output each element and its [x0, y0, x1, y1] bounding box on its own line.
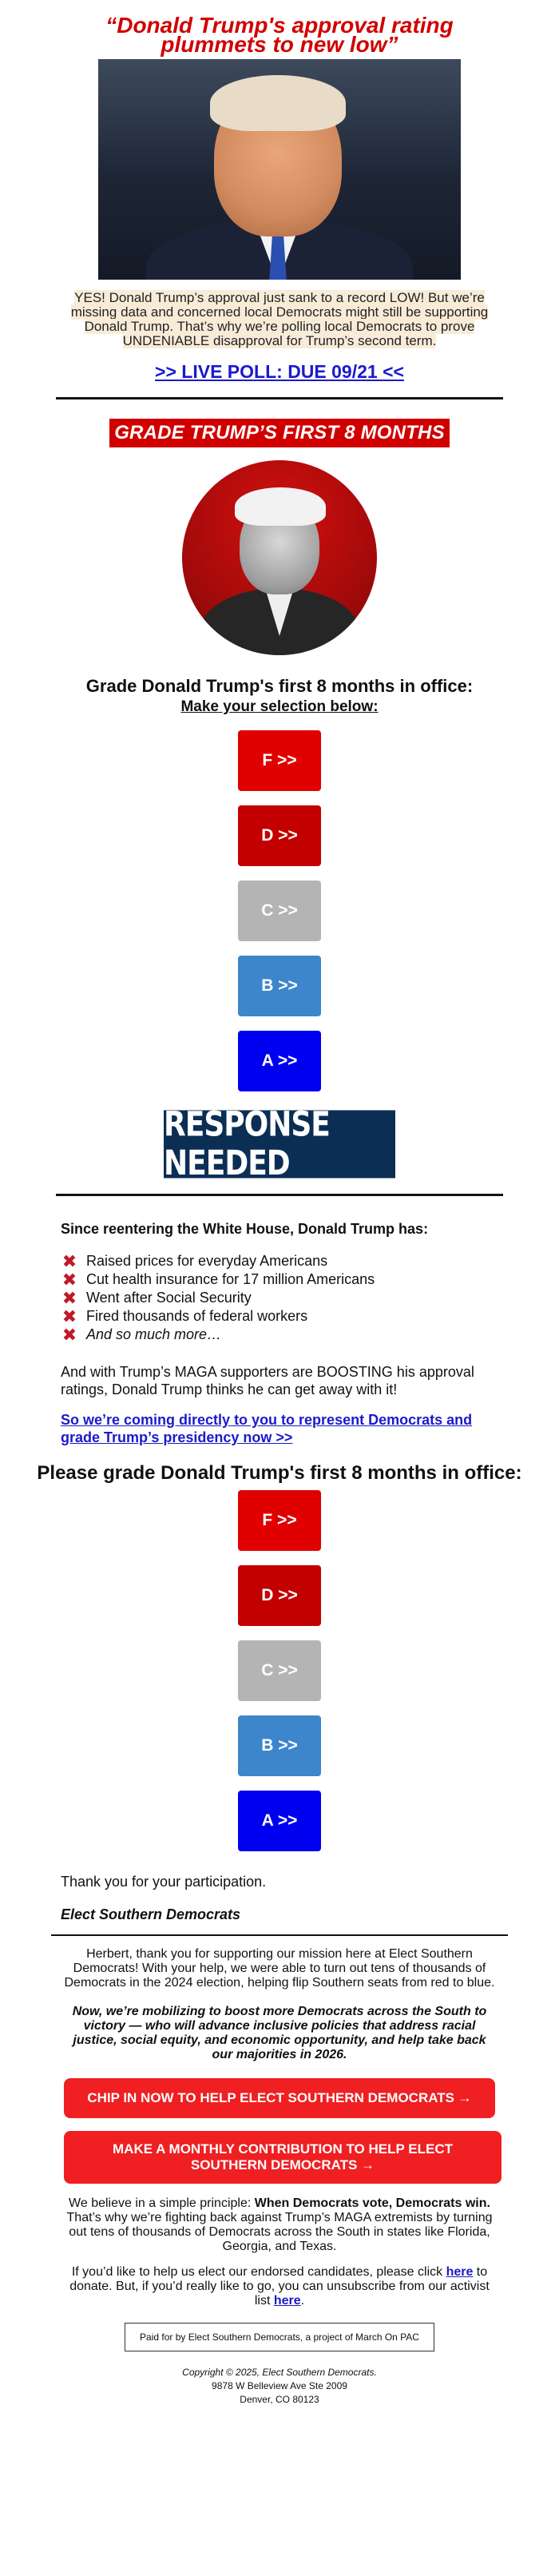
address-line-1: 9878 W Belleview Ave Ste 2009 [212, 2380, 347, 2391]
divider-2 [56, 1194, 503, 1196]
intro-highlight: YES! Donald Trump’s approval just sank to a record LOW! But we’re missing data and concerned local Democrats might still be supporting Donald Trump. That’s why we’re polling local Democrats to prove UNDENIABLE disapproval for Trump’s second term. [70, 290, 489, 348]
list-item [61, 1326, 498, 1344]
question-title: Grade Donald Trump's first 8 months in office: [85, 676, 474, 696]
harm-text: And so much more… [86, 1326, 222, 1342]
x-mark-icon: ✖ [61, 1270, 77, 1290]
copyright: Copyright © 2025, Elect Southern Democrats. [182, 2367, 377, 2378]
footer-thank-you: Herbert, thank you for supporting our mission here at Elect Southern Democrats! With your help, we were able to turn out tens of thousands of Democrats in the 2024 election, helping flip Southern seats from red to blue. [64, 1947, 495, 1990]
paid-for-box: Paid for by Elect Southern Democrats, a project of March On PAC [125, 2323, 434, 2351]
photo-hair [210, 75, 346, 131]
grade-a-button[interactable]: A >> [238, 1791, 321, 1851]
list-item [61, 1307, 498, 1326]
help-text-b: to donate. But, if you’d really like to go, you can unsubscribe from our activist list [69, 2265, 490, 2308]
chip-in-button[interactable]: CHIP IN NOW TO HELP ELECT SOUTHERN DEMOCRATS → [64, 2078, 495, 2118]
grade-b-button[interactable]: B >> [238, 956, 321, 1016]
headline: “Donald Trump's approval rating plummets to new low” [105, 13, 454, 57]
footer-divider [51, 1934, 508, 1936]
intro-text [64, 291, 495, 348]
x-mark-icon: ✖ [61, 1251, 77, 1271]
legal-block [64, 2366, 495, 2407]
coming-directly-link[interactable]: So we’re coming directly to you to represent Democrats and grade Trump’s presidency now >> [61, 1412, 473, 1445]
harm-text: Cut health insurance for 17 million Americans [86, 1271, 375, 1287]
grade-a-button[interactable]: A >> [238, 1031, 321, 1091]
help-text [64, 2265, 495, 2308]
principle-bold: When Democrats vote, Democrats win. [254, 2196, 490, 2210]
grade-list-1 [0, 730, 559, 1091]
divider-1 [56, 397, 503, 400]
grade-banner: GRADE TRUMP’S FIRST 8 MONTHS [109, 419, 450, 447]
signature: Elect Southern Democrats [61, 1906, 241, 1922]
principle-rest: That’s why we’re fighting back against Trump’s MAGA extremists by turning out tens of thousands of Democrats across the South in states like Florida, Georgia, and Texas. [66, 2211, 493, 2253]
thanks-text: Thank you for your participation. [61, 1874, 267, 1890]
live-poll-link[interactable]: >> LIVE POLL: DUE 09/21 << [155, 361, 404, 382]
grade-b-button[interactable]: B >> [238, 1715, 321, 1776]
harm-text: Raised prices for everyday Americans [86, 1253, 328, 1269]
grade-d-button[interactable]: D >> [238, 1565, 321, 1626]
grade-list-2 [0, 1490, 559, 1851]
harms-list [61, 1252, 498, 1344]
question-subtitle: Make your selection below: [180, 698, 379, 715]
x-mark-icon: ✖ [61, 1306, 77, 1326]
address-line-2: Denver, CO 80123 [240, 2394, 319, 2405]
x-mark-icon: ✖ [61, 1325, 77, 1345]
principle-text [64, 2196, 495, 2254]
list-item [61, 1252, 498, 1270]
grade-c-button[interactable]: C >> [238, 1640, 321, 1701]
maga-text: And with Trump’s MAGA supporters are BOOSTING his approval ratings, Donald Trump thinks he can get away with it! [61, 1364, 474, 1397]
donate-here-link[interactable]: here [446, 2265, 474, 2279]
x-mark-icon: ✖ [61, 1288, 77, 1308]
grade-f-button[interactable]: F >> [238, 730, 321, 791]
unsubscribe-here-link[interactable]: here [273, 2294, 301, 2308]
since-heading: Since reentering the White House, Donald Trump has: [61, 1221, 429, 1237]
please-grade-heading: Please grade Donald Trump's first 8 months in office: [37, 1462, 522, 1484]
response-needed-banner: RESPONSE NEEDED [164, 1111, 395, 1179]
harm-text: Went after Social Security [86, 1290, 252, 1306]
help-text-c: . [300, 2294, 305, 2308]
list-item [61, 1270, 498, 1289]
trump-circle-photo [182, 460, 377, 655]
monthly-contribution-button[interactable]: MAKE A MONTHLY CONTRIBUTION TO HELP ELECT SOUTHERN DEMOCRATS → [64, 2131, 502, 2184]
principle-lead: We believe in a simple principle: [69, 2196, 255, 2210]
harm-text: Fired thousands of federal workers [86, 1308, 308, 1324]
grade-f-button[interactable]: F >> [238, 1490, 321, 1551]
footer [64, 1947, 495, 2407]
list-item [61, 1289, 498, 1307]
footer-now-text: Now, we’re mobilizing to boost more Democrats across the South to victory — who will advance inclusive policies that address racial justice, social equity, and economic opportunity, and help take back our majorities in 2026. [72, 2005, 487, 2061]
help-text-a: If you’d like to help us elect our endorsed candidates, please click [71, 2265, 446, 2279]
grade-c-button[interactable]: C >> [238, 881, 321, 941]
circle-hair [235, 487, 326, 526]
grade-d-button[interactable]: D >> [238, 805, 321, 866]
trump-photo [98, 59, 461, 280]
